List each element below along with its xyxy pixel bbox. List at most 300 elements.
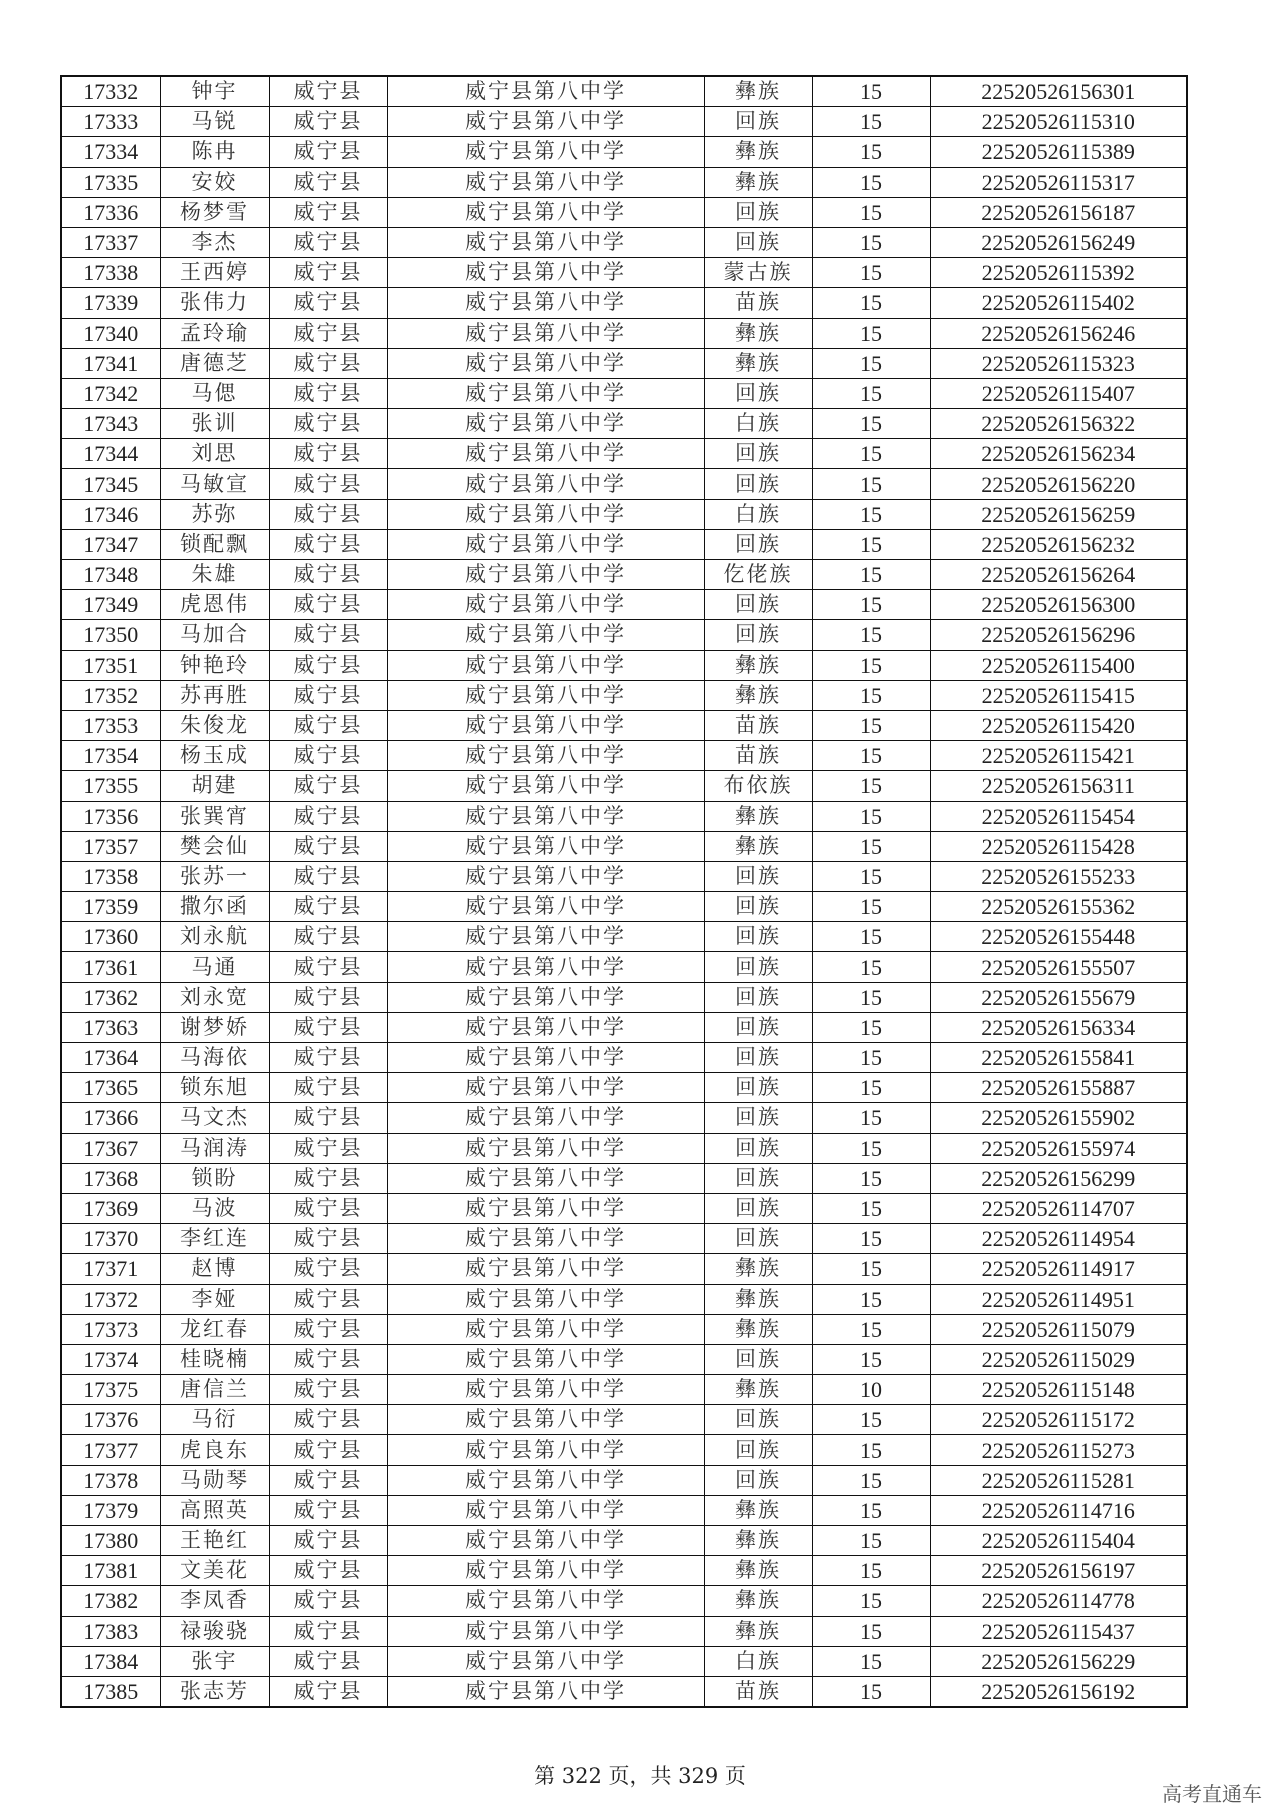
table-row — [61, 1375, 1187, 1405]
student-name-cell: 张巽宵 — [160, 801, 269, 831]
county-cell: 威宁县 — [269, 529, 387, 559]
ethnicity-cell: 蒙古族 — [704, 258, 812, 288]
ethnicity-cell: 回族 — [704, 227, 812, 257]
table-row — [61, 560, 1187, 590]
serial-number-cell: 17350 — [61, 620, 160, 650]
serial-number-cell: 17360 — [61, 922, 160, 952]
student-name-cell: 刘思 — [160, 439, 269, 469]
serial-number-cell: 17332 — [61, 76, 160, 107]
table-row — [61, 982, 1187, 1012]
exam-id-cell: 22520526115281 — [930, 1465, 1187, 1495]
school-cell: 威宁县第八中学 — [387, 439, 704, 469]
student-name-cell: 刘永宽 — [160, 982, 269, 1012]
county-cell: 威宁县 — [269, 952, 387, 982]
school-cell: 威宁县第八中学 — [387, 1435, 704, 1465]
student-name-cell: 王西婷 — [160, 258, 269, 288]
serial-number-cell: 17353 — [61, 710, 160, 740]
exam-id-cell: 22520526156232 — [930, 529, 1187, 559]
county-cell: 威宁县 — [269, 741, 387, 771]
school-cell: 威宁县第八中学 — [387, 1012, 704, 1042]
school-cell: 威宁县第八中学 — [387, 680, 704, 710]
student-name-cell: 锁东旭 — [160, 1073, 269, 1103]
county-cell: 威宁县 — [269, 1224, 387, 1254]
ethnicity-cell: 彝族 — [704, 1375, 812, 1405]
table-row — [61, 741, 1187, 771]
exam-id-cell: 22520526156249 — [930, 227, 1187, 257]
serial-number-cell: 17343 — [61, 409, 160, 439]
county-cell: 威宁县 — [269, 76, 387, 107]
exam-id-cell: 22520526114716 — [930, 1495, 1187, 1525]
school-cell: 威宁县第八中学 — [387, 650, 704, 680]
student-name-cell: 撒尔函 — [160, 892, 269, 922]
bonus-points-cell: 15 — [812, 1405, 930, 1435]
serial-number-cell: 17337 — [61, 227, 160, 257]
ethnicity-cell: 白族 — [704, 499, 812, 529]
school-cell: 威宁县第八中学 — [387, 1224, 704, 1254]
exam-id-cell: 22520526155362 — [930, 892, 1187, 922]
county-cell: 威宁县 — [269, 922, 387, 952]
school-cell: 威宁县第八中学 — [387, 499, 704, 529]
county-cell: 威宁县 — [269, 1344, 387, 1374]
ethnicity-cell: 回族 — [704, 952, 812, 982]
serial-number-cell: 17369 — [61, 1193, 160, 1223]
serial-number-cell: 17356 — [61, 801, 160, 831]
exam-id-cell: 22520526114707 — [930, 1193, 1187, 1223]
table-row — [61, 590, 1187, 620]
ethnicity-cell: 彝族 — [704, 137, 812, 167]
school-cell: 威宁县第八中学 — [387, 560, 704, 590]
county-cell: 威宁县 — [269, 801, 387, 831]
serial-number-cell: 17334 — [61, 137, 160, 167]
ethnicity-cell: 布依族 — [704, 771, 812, 801]
bonus-points-cell: 15 — [812, 76, 930, 107]
serial-number-cell: 17335 — [61, 167, 160, 197]
county-cell: 威宁县 — [269, 1495, 387, 1525]
exam-id-cell: 22520526115310 — [930, 107, 1187, 137]
exam-id-cell: 22520526114917 — [930, 1254, 1187, 1284]
bonus-points-cell: 15 — [812, 590, 930, 620]
exam-id-cell: 22520526156301 — [930, 76, 1187, 107]
school-cell: 威宁县第八中学 — [387, 1344, 704, 1374]
student-name-cell: 虎良东 — [160, 1435, 269, 1465]
county-cell: 威宁县 — [269, 650, 387, 680]
serial-number-cell: 17363 — [61, 1012, 160, 1042]
bonus-points-cell: 15 — [812, 1224, 930, 1254]
serial-number-cell: 17348 — [61, 560, 160, 590]
student-name-cell: 安姣 — [160, 167, 269, 197]
bonus-points-cell: 15 — [812, 560, 930, 590]
exam-id-cell: 22520526115172 — [930, 1405, 1187, 1435]
student-name-cell: 高照英 — [160, 1495, 269, 1525]
exam-id-cell: 22520526155974 — [930, 1133, 1187, 1163]
bonus-points-cell: 15 — [812, 620, 930, 650]
county-cell: 威宁县 — [269, 1133, 387, 1163]
school-cell: 威宁县第八中学 — [387, 137, 704, 167]
serial-number-cell: 17340 — [61, 318, 160, 348]
exam-id-cell: 22520526156197 — [930, 1556, 1187, 1586]
exam-id-cell: 22520526115317 — [930, 167, 1187, 197]
bonus-points-cell: 15 — [812, 982, 930, 1012]
student-name-cell: 马衍 — [160, 1405, 269, 1435]
student-name-cell: 刘永航 — [160, 922, 269, 952]
ethnicity-cell: 彝族 — [704, 1284, 812, 1314]
county-cell: 威宁县 — [269, 1103, 387, 1133]
ethnicity-cell: 回族 — [704, 439, 812, 469]
county-cell: 威宁县 — [269, 560, 387, 590]
school-cell: 威宁县第八中学 — [387, 258, 704, 288]
school-cell: 威宁县第八中学 — [387, 741, 704, 771]
bonus-points-cell: 15 — [812, 529, 930, 559]
county-cell: 威宁县 — [269, 590, 387, 620]
school-cell: 威宁县第八中学 — [387, 409, 704, 439]
exam-id-cell: 22520526115389 — [930, 137, 1187, 167]
bonus-points-cell: 15 — [812, 469, 930, 499]
bonus-points-cell: 15 — [812, 1103, 930, 1133]
ethnicity-cell: 回族 — [704, 1344, 812, 1374]
table-row — [61, 620, 1187, 650]
serial-number-cell: 17344 — [61, 439, 160, 469]
student-name-cell: 谢梦娇 — [160, 1012, 269, 1042]
school-cell: 威宁县第八中学 — [387, 318, 704, 348]
exam-id-cell: 22520526155448 — [930, 922, 1187, 952]
county-cell: 威宁县 — [269, 1556, 387, 1586]
county-cell: 威宁县 — [269, 861, 387, 891]
school-cell: 威宁县第八中学 — [387, 1556, 704, 1586]
ethnicity-cell: 彝族 — [704, 1586, 812, 1616]
county-cell: 威宁县 — [269, 1676, 387, 1707]
bonus-points-cell: 15 — [812, 1556, 930, 1586]
exam-id-cell: 22520526115400 — [930, 650, 1187, 680]
serial-number-cell: 17333 — [61, 107, 160, 137]
table-row — [61, 499, 1187, 529]
bonus-points-cell: 15 — [812, 439, 930, 469]
school-cell: 威宁县第八中学 — [387, 831, 704, 861]
school-cell: 威宁县第八中学 — [387, 1676, 704, 1707]
table-row — [61, 167, 1187, 197]
serial-number-cell: 17380 — [61, 1526, 160, 1556]
serial-number-cell: 17359 — [61, 892, 160, 922]
exam-id-cell: 22520526156322 — [930, 409, 1187, 439]
serial-number-cell: 17366 — [61, 1103, 160, 1133]
serial-number-cell: 17373 — [61, 1314, 160, 1344]
bonus-points-cell: 15 — [812, 1163, 930, 1193]
exam-id-cell: 22520526115392 — [930, 258, 1187, 288]
student-name-cell: 锁盼 — [160, 1163, 269, 1193]
serial-number-cell: 17371 — [61, 1254, 160, 1284]
ethnicity-cell: 彝族 — [704, 831, 812, 861]
ethnicity-cell: 回族 — [704, 1465, 812, 1495]
bonus-points-cell: 15 — [812, 680, 930, 710]
bonus-points-cell: 15 — [812, 1676, 930, 1707]
student-name-cell: 张苏一 — [160, 861, 269, 891]
ethnicity-cell: 苗族 — [704, 1676, 812, 1707]
serial-number-cell: 17351 — [61, 650, 160, 680]
serial-number-cell: 17365 — [61, 1073, 160, 1103]
table-row — [61, 922, 1187, 952]
table-row — [61, 1556, 1187, 1586]
serial-number-cell: 17379 — [61, 1495, 160, 1525]
ethnicity-cell: 苗族 — [704, 741, 812, 771]
county-cell: 威宁县 — [269, 1193, 387, 1223]
exam-id-cell: 22520526156192 — [930, 1676, 1187, 1707]
ethnicity-cell: 彝族 — [704, 1526, 812, 1556]
exam-id-cell: 22520526115428 — [930, 831, 1187, 861]
bonus-points-cell: 15 — [812, 952, 930, 982]
student-name-cell: 唐信兰 — [160, 1375, 269, 1405]
school-cell: 威宁县第八中学 — [387, 1465, 704, 1495]
student-name-cell: 马偲 — [160, 378, 269, 408]
exam-id-cell: 22520526115437 — [930, 1616, 1187, 1646]
serial-number-cell: 17354 — [61, 741, 160, 771]
table-row — [61, 650, 1187, 680]
serial-number-cell: 17362 — [61, 982, 160, 1012]
table-row — [61, 1284, 1187, 1314]
school-cell: 威宁县第八中学 — [387, 529, 704, 559]
school-cell: 威宁县第八中学 — [387, 1314, 704, 1344]
serial-number-cell: 17378 — [61, 1465, 160, 1495]
exam-id-cell: 22520526115404 — [930, 1526, 1187, 1556]
county-cell: 威宁县 — [269, 620, 387, 650]
table-row — [61, 107, 1187, 137]
ethnicity-cell: 彝族 — [704, 1314, 812, 1344]
school-cell: 威宁县第八中学 — [387, 1073, 704, 1103]
county-cell: 威宁县 — [269, 771, 387, 801]
ethnicity-cell: 回族 — [704, 1073, 812, 1103]
exam-id-cell: 22520526156334 — [930, 1012, 1187, 1042]
exam-id-cell: 22520526115402 — [930, 288, 1187, 318]
bonus-points-cell: 15 — [812, 861, 930, 891]
bonus-points-cell: 15 — [812, 1193, 930, 1223]
county-cell: 威宁县 — [269, 831, 387, 861]
county-cell: 威宁县 — [269, 409, 387, 439]
county-cell: 威宁县 — [269, 1073, 387, 1103]
exam-id-cell: 22520526156264 — [930, 560, 1187, 590]
table-row — [61, 1616, 1187, 1646]
bonus-points-cell: 10 — [812, 1375, 930, 1405]
table-row — [61, 378, 1187, 408]
serial-number-cell: 17347 — [61, 529, 160, 559]
bonus-points-cell: 15 — [812, 741, 930, 771]
exam-id-cell: 22520526115273 — [930, 1435, 1187, 1465]
school-cell: 威宁县第八中学 — [387, 1405, 704, 1435]
serial-number-cell: 17368 — [61, 1163, 160, 1193]
ethnicity-cell: 白族 — [704, 409, 812, 439]
exam-id-cell: 22520526115454 — [930, 801, 1187, 831]
serial-number-cell: 17355 — [61, 771, 160, 801]
bonus-points-cell: 15 — [812, 1586, 930, 1616]
table-row — [61, 861, 1187, 891]
exam-id-cell: 22520526115079 — [930, 1314, 1187, 1344]
bonus-points-cell: 15 — [812, 348, 930, 378]
school-cell: 威宁县第八中学 — [387, 710, 704, 740]
school-cell: 威宁县第八中学 — [387, 1284, 704, 1314]
exam-id-cell: 22520526156296 — [930, 620, 1187, 650]
table-row — [61, 439, 1187, 469]
table-row — [61, 1254, 1187, 1284]
table-row — [61, 469, 1187, 499]
student-name-cell: 钟宇 — [160, 76, 269, 107]
ethnicity-cell: 仡佬族 — [704, 560, 812, 590]
ethnicity-cell: 回族 — [704, 1133, 812, 1163]
school-cell: 威宁县第八中学 — [387, 771, 704, 801]
ethnicity-cell: 回族 — [704, 197, 812, 227]
student-name-cell: 李杰 — [160, 227, 269, 257]
bonus-points-cell: 15 — [812, 1043, 930, 1073]
school-cell: 威宁县第八中学 — [387, 590, 704, 620]
student-name-cell: 赵博 — [160, 1254, 269, 1284]
county-cell: 威宁县 — [269, 167, 387, 197]
ethnicity-cell: 回族 — [704, 1012, 812, 1042]
school-cell: 威宁县第八中学 — [387, 1103, 704, 1133]
table-row — [61, 1193, 1187, 1223]
table-row — [61, 227, 1187, 257]
student-name-cell: 唐德芝 — [160, 348, 269, 378]
ethnicity-cell: 回族 — [704, 1405, 812, 1435]
county-cell: 威宁县 — [269, 892, 387, 922]
school-cell: 威宁县第八中学 — [387, 288, 704, 318]
county-cell: 威宁县 — [269, 318, 387, 348]
table-row — [61, 1314, 1187, 1344]
ethnicity-cell: 彝族 — [704, 348, 812, 378]
serial-number-cell: 17346 — [61, 499, 160, 529]
exam-id-cell: 22520526114778 — [930, 1586, 1187, 1616]
bonus-points-cell: 15 — [812, 1012, 930, 1042]
serial-number-cell: 17357 — [61, 831, 160, 861]
bonus-points-cell: 15 — [812, 650, 930, 680]
table-row — [61, 1586, 1187, 1616]
school-cell: 威宁县第八中学 — [387, 1526, 704, 1556]
ethnicity-cell: 彝族 — [704, 680, 812, 710]
bonus-points-cell: 15 — [812, 167, 930, 197]
serial-number-cell: 17372 — [61, 1284, 160, 1314]
serial-number-cell: 17385 — [61, 1676, 160, 1707]
table-row — [61, 1073, 1187, 1103]
student-name-cell: 锁配飘 — [160, 529, 269, 559]
ethnicity-cell: 苗族 — [704, 710, 812, 740]
school-cell: 威宁县第八中学 — [387, 1043, 704, 1073]
student-name-cell: 胡建 — [160, 771, 269, 801]
exam-id-cell: 22520526115421 — [930, 741, 1187, 771]
serial-number-cell: 17341 — [61, 348, 160, 378]
exam-id-cell: 22520526115415 — [930, 680, 1187, 710]
table-row — [61, 710, 1187, 740]
serial-number-cell: 17336 — [61, 197, 160, 227]
exam-id-cell: 22520526155887 — [930, 1073, 1187, 1103]
county-cell: 威宁县 — [269, 1405, 387, 1435]
school-cell: 威宁县第八中学 — [387, 1646, 704, 1676]
student-name-cell: 樊会仙 — [160, 831, 269, 861]
school-cell: 威宁县第八中学 — [387, 801, 704, 831]
ethnicity-cell: 彝族 — [704, 1556, 812, 1586]
ethnicity-cell: 回族 — [704, 620, 812, 650]
school-cell: 威宁县第八中学 — [387, 469, 704, 499]
student-name-cell: 文美花 — [160, 1556, 269, 1586]
school-cell: 威宁县第八中学 — [387, 1254, 704, 1284]
ethnicity-cell: 回族 — [704, 922, 812, 952]
exam-id-cell: 22520526115148 — [930, 1375, 1187, 1405]
county-cell: 威宁县 — [269, 982, 387, 1012]
serial-number-cell: 17367 — [61, 1133, 160, 1163]
bonus-points-cell: 15 — [812, 1616, 930, 1646]
ethnicity-cell: 苗族 — [704, 288, 812, 318]
county-cell: 威宁县 — [269, 1586, 387, 1616]
serial-number-cell: 17374 — [61, 1344, 160, 1374]
exam-id-cell: 22520526115323 — [930, 348, 1187, 378]
table-row — [61, 348, 1187, 378]
exam-id-cell: 22520526155507 — [930, 952, 1187, 982]
ethnicity-cell: 回族 — [704, 469, 812, 499]
student-name-cell: 张伟力 — [160, 288, 269, 318]
county-cell: 威宁县 — [269, 348, 387, 378]
student-name-cell: 张训 — [160, 409, 269, 439]
exam-id-cell: 22520526156234 — [930, 439, 1187, 469]
bonus-points-cell: 15 — [812, 801, 930, 831]
county-cell: 威宁县 — [269, 710, 387, 740]
table-row — [61, 137, 1187, 167]
ethnicity-cell: 回族 — [704, 1043, 812, 1073]
school-cell: 威宁县第八中学 — [387, 1495, 704, 1525]
bonus-points-cell: 15 — [812, 1646, 930, 1676]
table-row — [61, 1465, 1187, 1495]
school-cell: 威宁县第八中学 — [387, 197, 704, 227]
student-name-cell: 马敏宣 — [160, 469, 269, 499]
bonus-points-cell: 15 — [812, 892, 930, 922]
bonus-points-cell: 15 — [812, 197, 930, 227]
exam-id-cell: 22520526115420 — [930, 710, 1187, 740]
table-row — [61, 1405, 1187, 1435]
county-cell: 威宁县 — [269, 469, 387, 499]
table-row — [61, 1526, 1187, 1556]
serial-number-cell: 17338 — [61, 258, 160, 288]
ethnicity-cell: 彝族 — [704, 1254, 812, 1284]
exam-id-cell: 22520526156229 — [930, 1646, 1187, 1676]
serial-number-cell: 17349 — [61, 590, 160, 620]
school-cell: 威宁县第八中学 — [387, 107, 704, 137]
bonus-points-cell: 15 — [812, 258, 930, 288]
ethnicity-cell: 彝族 — [704, 650, 812, 680]
watermark: 高考直通车 — [1162, 1782, 1262, 1806]
table-row — [61, 1435, 1187, 1465]
table-body — [61, 76, 1187, 1707]
county-cell: 威宁县 — [269, 197, 387, 227]
exam-id-cell: 22520526155679 — [930, 982, 1187, 1012]
exam-id-cell: 22520526156220 — [930, 469, 1187, 499]
serial-number-cell: 17375 — [61, 1375, 160, 1405]
serial-number-cell: 17381 — [61, 1556, 160, 1586]
student-name-cell: 龙红春 — [160, 1314, 269, 1344]
serial-number-cell: 17383 — [61, 1616, 160, 1646]
table-row — [61, 1495, 1187, 1525]
ethnicity-cell: 彝族 — [704, 1495, 812, 1525]
ethnicity-cell: 彝族 — [704, 801, 812, 831]
table-row — [61, 1676, 1187, 1707]
table-row — [61, 409, 1187, 439]
bonus-points-cell: 15 — [812, 831, 930, 861]
table-row — [61, 680, 1187, 710]
county-cell: 威宁县 — [269, 1012, 387, 1042]
table-row — [61, 771, 1187, 801]
table-row — [61, 258, 1187, 288]
school-cell: 威宁县第八中学 — [387, 76, 704, 107]
county-cell: 威宁县 — [269, 227, 387, 257]
ethnicity-cell: 回族 — [704, 1103, 812, 1133]
ethnicity-cell: 回族 — [704, 982, 812, 1012]
student-name-cell: 李凤香 — [160, 1586, 269, 1616]
county-cell: 威宁县 — [269, 1616, 387, 1646]
student-name-cell: 李娅 — [160, 1284, 269, 1314]
student-name-cell: 马海依 — [160, 1043, 269, 1073]
county-cell: 威宁县 — [269, 288, 387, 318]
